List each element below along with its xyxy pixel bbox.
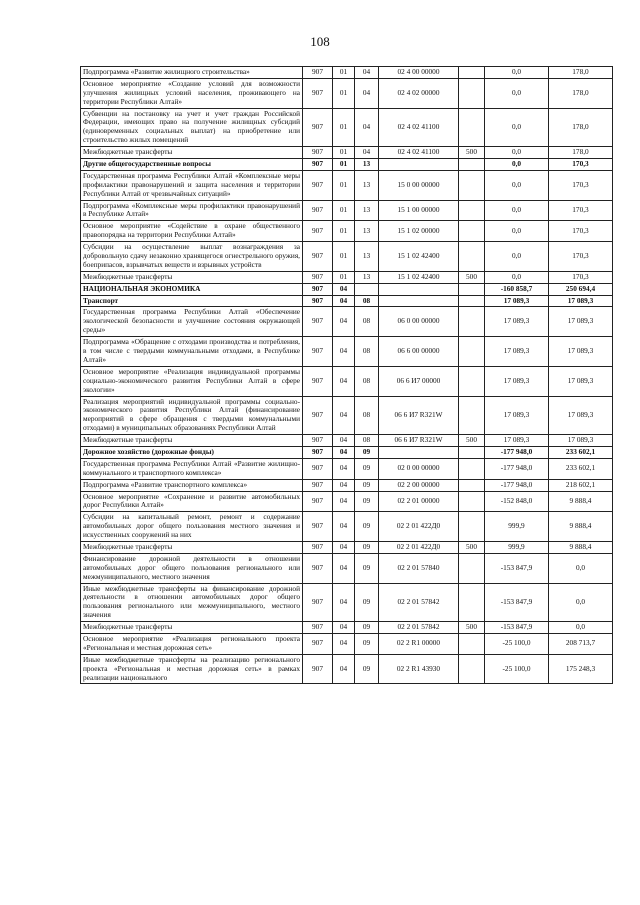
cell-expense-type — [459, 583, 485, 622]
cell-section-code: 01 — [333, 147, 355, 159]
cell-ministry-code: 907 — [303, 512, 333, 542]
cell-amount-change: -153 847,9 — [485, 583, 549, 622]
cell-target-article: 15 0 00 00000 — [379, 170, 459, 200]
cell-amount-change: 0,0 — [485, 271, 549, 283]
row-name: Иные межбюджетные трансферты на реализацию регионального проекта «Региональная и местная дорожная сеть» в рамках реализации национального — [81, 654, 303, 684]
cell-ministry-code: 907 — [303, 654, 333, 684]
cell-amount-total: 233 602,1 — [549, 458, 613, 479]
cell-amount-change: -177 948,0 — [485, 458, 549, 479]
table-row — [81, 271, 613, 283]
cell-subsection-code: 09 — [355, 479, 379, 491]
cell-subsection-code: 08 — [355, 396, 379, 435]
cell-ministry-code: 907 — [303, 491, 333, 512]
table-row — [81, 170, 613, 200]
cell-amount-change: 0,0 — [485, 147, 549, 159]
table-row — [81, 283, 613, 295]
cell-subsection-code: 04 — [355, 147, 379, 159]
cell-section-code: 04 — [333, 541, 355, 553]
cell-amount-total: 17 089,3 — [549, 435, 613, 447]
cell-target-article: 02 4 02 00000 — [379, 78, 459, 108]
cell-subsection-code: 09 — [355, 512, 379, 542]
cell-amount-total: 178,0 — [549, 67, 613, 79]
cell-ministry-code: 907 — [303, 396, 333, 435]
cell-amount-change: -160 858,7 — [485, 283, 549, 295]
cell-subsection-code: 09 — [355, 491, 379, 512]
cell-amount-total: 0,0 — [549, 583, 613, 622]
cell-amount-change: -153 847,9 — [485, 622, 549, 634]
cell-ministry-code: 907 — [303, 67, 333, 79]
cell-subsection-code: 08 — [355, 307, 379, 337]
cell-subsection-code: 13 — [355, 200, 379, 221]
cell-section-code: 04 — [333, 435, 355, 447]
cell-target-article: 02 2 R1 43930 — [379, 654, 459, 684]
cell-subsection-code: 08 — [355, 295, 379, 307]
cell-amount-total: 17 089,3 — [549, 366, 613, 396]
cell-section-code: 04 — [333, 295, 355, 307]
cell-subsection-code: 09 — [355, 654, 379, 684]
cell-amount-change: 999,9 — [485, 541, 549, 553]
cell-ministry-code: 907 — [303, 583, 333, 622]
cell-section-code: 01 — [333, 108, 355, 147]
cell-subsection-code: 04 — [355, 78, 379, 108]
cell-amount-change: 17 089,3 — [485, 337, 549, 367]
cell-expense-type — [459, 458, 485, 479]
cell-ministry-code: 907 — [303, 622, 333, 634]
row-name: Транспорт — [81, 295, 303, 307]
table-row — [81, 633, 613, 654]
cell-subsection-code: 08 — [355, 337, 379, 367]
cell-subsection-code: 13 — [355, 170, 379, 200]
cell-amount-total: 250 694,4 — [549, 283, 613, 295]
cell-ministry-code: 907 — [303, 446, 333, 458]
cell-amount-change: 0,0 — [485, 242, 549, 272]
cell-subsection-code: 13 — [355, 271, 379, 283]
row-name: Подпрограмма «Развитие жилищного строительства» — [81, 67, 303, 79]
cell-expense-type — [459, 491, 485, 512]
table-row — [81, 479, 613, 491]
table-row — [81, 366, 613, 396]
cell-subsection-code: 08 — [355, 366, 379, 396]
table-row — [81, 147, 613, 159]
row-name: Подпрограмма «Развитие транспортного комплекса» — [81, 479, 303, 491]
cell-target-article: 02 2 01 422Д0 — [379, 541, 459, 553]
cell-amount-total: 0,0 — [549, 553, 613, 583]
cell-section-code: 04 — [333, 553, 355, 583]
cell-amount-total: 17 089,3 — [549, 337, 613, 367]
cell-target-article: 06 0 00 00000 — [379, 307, 459, 337]
table-row — [81, 242, 613, 272]
cell-ministry-code: 907 — [303, 108, 333, 147]
cell-expense-type — [459, 446, 485, 458]
cell-amount-change: 17 089,3 — [485, 396, 549, 435]
cell-expense-type — [459, 396, 485, 435]
cell-target-article: 02 2 01 57842 — [379, 622, 459, 634]
cell-expense-type — [459, 67, 485, 79]
cell-ministry-code: 907 — [303, 541, 333, 553]
cell-ministry-code: 907 — [303, 553, 333, 583]
cell-amount-total: 9 888,4 — [549, 541, 613, 553]
row-name: Субвенции на постановку на учет и учет граждан Российской Федерации, имеющих право на получение жилищных субсидий (единовременных социальных выплат) на приобретение или строительство жилых помещений — [81, 108, 303, 147]
cell-expense-type: 500 — [459, 271, 485, 283]
cell-target-article: 02 2 01 57840 — [379, 553, 459, 583]
cell-expense-type: 500 — [459, 147, 485, 159]
table-row — [81, 295, 613, 307]
cell-expense-type — [459, 654, 485, 684]
cell-section-code: 01 — [333, 221, 355, 242]
cell-ministry-code: 907 — [303, 147, 333, 159]
row-name: Межбюджетные трансферты — [81, 271, 303, 283]
table-row — [81, 396, 613, 435]
row-name: Межбюджетные трансферты — [81, 147, 303, 159]
cell-amount-change: 999,9 — [485, 512, 549, 542]
cell-amount-total: 17 089,3 — [549, 396, 613, 435]
cell-ministry-code: 907 — [303, 283, 333, 295]
cell-subsection-code: 08 — [355, 435, 379, 447]
cell-target-article: 02 2 01 00000 — [379, 491, 459, 512]
cell-amount-total: 170,3 — [549, 200, 613, 221]
cell-ministry-code: 907 — [303, 271, 333, 283]
row-name: Подпрограмма «Обращение с отходами производства и потребления, в том числе с твердыми коммунальными отходами, в Республике Алтай» — [81, 337, 303, 367]
cell-target-article: 06 6 00 00000 — [379, 337, 459, 367]
cell-amount-change: -153 847,9 — [485, 553, 549, 583]
cell-target-article — [379, 159, 459, 171]
cell-section-code: 01 — [333, 67, 355, 79]
row-name: Межбюджетные трансферты — [81, 541, 303, 553]
cell-subsection-code: 09 — [355, 633, 379, 654]
cell-ministry-code: 907 — [303, 458, 333, 479]
row-name: Государственная программа Республики Алтай «Обеспечение экологической безопасности и улучшение состояния окружающей среды» — [81, 307, 303, 337]
row-name: Подпрограмма «Комплексные меры профилактики правонарушений в Республике Алтай» — [81, 200, 303, 221]
cell-target-article: 02 4 02 41100 — [379, 108, 459, 147]
cell-expense-type: 500 — [459, 435, 485, 447]
cell-ministry-code: 907 — [303, 200, 333, 221]
cell-subsection-code: 04 — [355, 108, 379, 147]
cell-ministry-code: 907 — [303, 221, 333, 242]
cell-section-code: 04 — [333, 512, 355, 542]
table-row — [81, 553, 613, 583]
cell-expense-type — [459, 283, 485, 295]
cell-section-code: 01 — [333, 242, 355, 272]
table-row — [81, 67, 613, 79]
cell-expense-type — [459, 633, 485, 654]
cell-amount-total: 9 888,4 — [549, 491, 613, 512]
cell-expense-type — [459, 170, 485, 200]
cell-amount-total: 170,3 — [549, 221, 613, 242]
cell-ministry-code: 907 — [303, 337, 333, 367]
cell-ministry-code: 907 — [303, 479, 333, 491]
cell-expense-type — [459, 108, 485, 147]
cell-target-article — [379, 295, 459, 307]
cell-section-code: 04 — [333, 307, 355, 337]
cell-target-article — [379, 446, 459, 458]
row-name: Межбюджетные трансферты — [81, 435, 303, 447]
table-row — [81, 78, 613, 108]
cell-section-code: 04 — [333, 458, 355, 479]
cell-amount-change: -177 948,0 — [485, 446, 549, 458]
cell-subsection-code: 13 — [355, 159, 379, 171]
cell-target-article: 06 6 И7 00000 — [379, 366, 459, 396]
row-name: Реализация мероприятий индивидуальной программы социально-экономического развития Республики Алтай (финансирование мероприятий в сфере обращения с твердыми коммунальными отходами) в муниципальных образованиях Республики Алтай — [81, 396, 303, 435]
cell-target-article: 06 6 И7 R321W — [379, 396, 459, 435]
cell-expense-type — [459, 366, 485, 396]
cell-target-article: 15 1 00 00000 — [379, 200, 459, 221]
cell-subsection-code: 09 — [355, 583, 379, 622]
cell-expense-type — [459, 78, 485, 108]
cell-expense-type — [459, 512, 485, 542]
cell-expense-type — [459, 159, 485, 171]
table-row — [81, 200, 613, 221]
table-row — [81, 159, 613, 171]
cell-section-code: 01 — [333, 78, 355, 108]
table-row — [81, 221, 613, 242]
cell-target-article: 06 6 И7 R321W — [379, 435, 459, 447]
cell-amount-total: 178,0 — [549, 108, 613, 147]
cell-subsection-code: 13 — [355, 242, 379, 272]
cell-target-article: 02 4 02 41100 — [379, 147, 459, 159]
table-row — [81, 622, 613, 634]
table-row — [81, 458, 613, 479]
cell-ministry-code: 907 — [303, 633, 333, 654]
cell-section-code: 01 — [333, 159, 355, 171]
cell-target-article: 15 1 02 42400 — [379, 271, 459, 283]
cell-target-article: 02 2 01 57842 — [379, 583, 459, 622]
cell-subsection-code: 09 — [355, 446, 379, 458]
cell-target-article — [379, 283, 459, 295]
cell-section-code: 04 — [333, 283, 355, 295]
cell-ministry-code: 907 — [303, 307, 333, 337]
cell-expense-type — [459, 337, 485, 367]
row-name: Основное мероприятие «Реализация индивидуальной программы социально-экономического развития Республики Алтай в сфере экологии» — [81, 366, 303, 396]
table-row — [81, 446, 613, 458]
row-name: Другие общегосударственные вопросы — [81, 159, 303, 171]
cell-expense-type — [459, 553, 485, 583]
cell-expense-type — [459, 221, 485, 242]
cell-amount-change: 0,0 — [485, 221, 549, 242]
table-row — [81, 541, 613, 553]
row-name: Основное мероприятие «Содействие в охране общественного правопорядка на территории Республики Алтай» — [81, 221, 303, 242]
cell-section-code: 04 — [333, 622, 355, 634]
cell-subsection-code: 04 — [355, 67, 379, 79]
cell-amount-change: 0,0 — [485, 67, 549, 79]
table-row — [81, 654, 613, 684]
row-name: НАЦИОНАЛЬНАЯ ЭКОНОМИКА — [81, 283, 303, 295]
row-name: Финансирование дорожной деятельности в отношении автомобильных дорог общего пользования регионального или межмуниципального, местного значения — [81, 553, 303, 583]
cell-target-article: 02 0 00 00000 — [379, 458, 459, 479]
row-name: Дорожное хозяйство (дорожные фонды) — [81, 446, 303, 458]
cell-expense-type — [459, 200, 485, 221]
cell-section-code: 04 — [333, 583, 355, 622]
cell-target-article: 02 2 R1 00000 — [379, 633, 459, 654]
cell-amount-total: 9 888,4 — [549, 512, 613, 542]
cell-section-code: 04 — [333, 633, 355, 654]
cell-amount-total: 218 602,1 — [549, 479, 613, 491]
cell-target-article: 02 4 00 00000 — [379, 67, 459, 79]
cell-expense-type — [459, 479, 485, 491]
cell-target-article: 15 1 02 42400 — [379, 242, 459, 272]
cell-target-article: 02 2 00 00000 — [379, 479, 459, 491]
cell-target-article: 15 1 02 00000 — [379, 221, 459, 242]
cell-amount-total: 178,0 — [549, 78, 613, 108]
cell-subsection-code: 09 — [355, 541, 379, 553]
cell-ministry-code: 907 — [303, 170, 333, 200]
cell-amount-total: 17 089,3 — [549, 307, 613, 337]
table-row — [81, 583, 613, 622]
row-name: Государственная программа Республики Алтай «Развитие жилищно-коммунального и транспортного комплекса» — [81, 458, 303, 479]
cell-expense-type: 500 — [459, 622, 485, 634]
cell-amount-total: 175 248,3 — [549, 654, 613, 684]
cell-amount-total: 170,3 — [549, 170, 613, 200]
budget-table — [80, 66, 613, 684]
cell-amount-change: 17 089,3 — [485, 435, 549, 447]
cell-section-code: 04 — [333, 446, 355, 458]
cell-subsection-code: 09 — [355, 458, 379, 479]
cell-amount-change: 17 089,3 — [485, 295, 549, 307]
cell-section-code: 01 — [333, 271, 355, 283]
page-number: 108 — [310, 34, 330, 49]
row-name: Субсидии на капитальный ремонт, ремонт и содержание автомобильных дорог общего пользования местного значения и искусственных сооружений на них — [81, 512, 303, 542]
table-row — [81, 108, 613, 147]
row-name: Основное мероприятие «Реализация регионального проекта «Региональная и местная дорожная сеть» — [81, 633, 303, 654]
cell-amount-total: 208 713,7 — [549, 633, 613, 654]
cell-expense-type — [459, 242, 485, 272]
cell-amount-total: 178,0 — [549, 147, 613, 159]
cell-subsection-code: 09 — [355, 622, 379, 634]
cell-section-code: 04 — [333, 654, 355, 684]
cell-subsection-code: 13 — [355, 221, 379, 242]
table-row — [81, 307, 613, 337]
table-row — [81, 512, 613, 542]
cell-amount-change: 17 089,3 — [485, 366, 549, 396]
cell-amount-change: -177 948,0 — [485, 479, 549, 491]
cell-expense-type — [459, 295, 485, 307]
cell-amount-change: -25 100,0 — [485, 633, 549, 654]
cell-subsection-code — [355, 283, 379, 295]
cell-expense-type — [459, 307, 485, 337]
cell-amount-total: 0,0 — [549, 622, 613, 634]
cell-ministry-code: 907 — [303, 435, 333, 447]
cell-amount-total: 17 089,3 — [549, 295, 613, 307]
cell-ministry-code: 907 — [303, 242, 333, 272]
cell-ministry-code: 907 — [303, 78, 333, 108]
cell-amount-change: -25 100,0 — [485, 654, 549, 684]
row-name: Иные межбюджетные трансферты на финансирование дорожной деятельности в отношении автомобильных дорог общего пользования регионального или межмуниципального, местного значения — [81, 583, 303, 622]
cell-amount-change: 0,0 — [485, 159, 549, 171]
cell-section-code: 04 — [333, 491, 355, 512]
cell-amount-change: 0,0 — [485, 108, 549, 147]
cell-expense-type: 500 — [459, 541, 485, 553]
table-row — [81, 491, 613, 512]
cell-subsection-code: 09 — [355, 553, 379, 583]
cell-ministry-code: 907 — [303, 159, 333, 171]
cell-section-code: 04 — [333, 366, 355, 396]
cell-section-code: 04 — [333, 479, 355, 491]
cell-amount-change: 0,0 — [485, 170, 549, 200]
cell-amount-change: 0,0 — [485, 200, 549, 221]
cell-amount-change: -152 848,0 — [485, 491, 549, 512]
row-name: Субсидии на осуществление выплат вознаграждения за добровольную сдачу незаконно хранящегося огнестрельного оружия, боеприпасов, взрывчатых веществ и взрывных устройств — [81, 242, 303, 272]
cell-ministry-code: 907 — [303, 295, 333, 307]
cell-amount-change: 0,0 — [485, 78, 549, 108]
table-row — [81, 435, 613, 447]
row-name: Государственная программа Республики Алтай «Комплексные меры профилактики правонарушений и защита населения и территории Республики Алтай от чрезвычайных ситуаций» — [81, 170, 303, 200]
cell-amount-change: 17 089,3 — [485, 307, 549, 337]
cell-target-article: 02 2 01 422Д0 — [379, 512, 459, 542]
cell-section-code: 01 — [333, 170, 355, 200]
cell-section-code: 01 — [333, 200, 355, 221]
row-name: Основное мероприятие «Создание условий для возможности улучшения жилищных условий населения, проживающего на территории Республики Алтай» — [81, 78, 303, 108]
cell-amount-total: 233 602,1 — [549, 446, 613, 458]
row-name: Основное мероприятие «Сохранение и развитие автомобильных дорог Республики Алтай» — [81, 491, 303, 512]
cell-amount-total: 170,3 — [549, 242, 613, 272]
cell-ministry-code: 907 — [303, 366, 333, 396]
cell-amount-total: 170,3 — [549, 271, 613, 283]
table-row — [81, 337, 613, 367]
cell-section-code: 04 — [333, 396, 355, 435]
cell-section-code: 04 — [333, 337, 355, 367]
row-name: Межбюджетные трансферты — [81, 622, 303, 634]
cell-amount-total: 170,3 — [549, 159, 613, 171]
